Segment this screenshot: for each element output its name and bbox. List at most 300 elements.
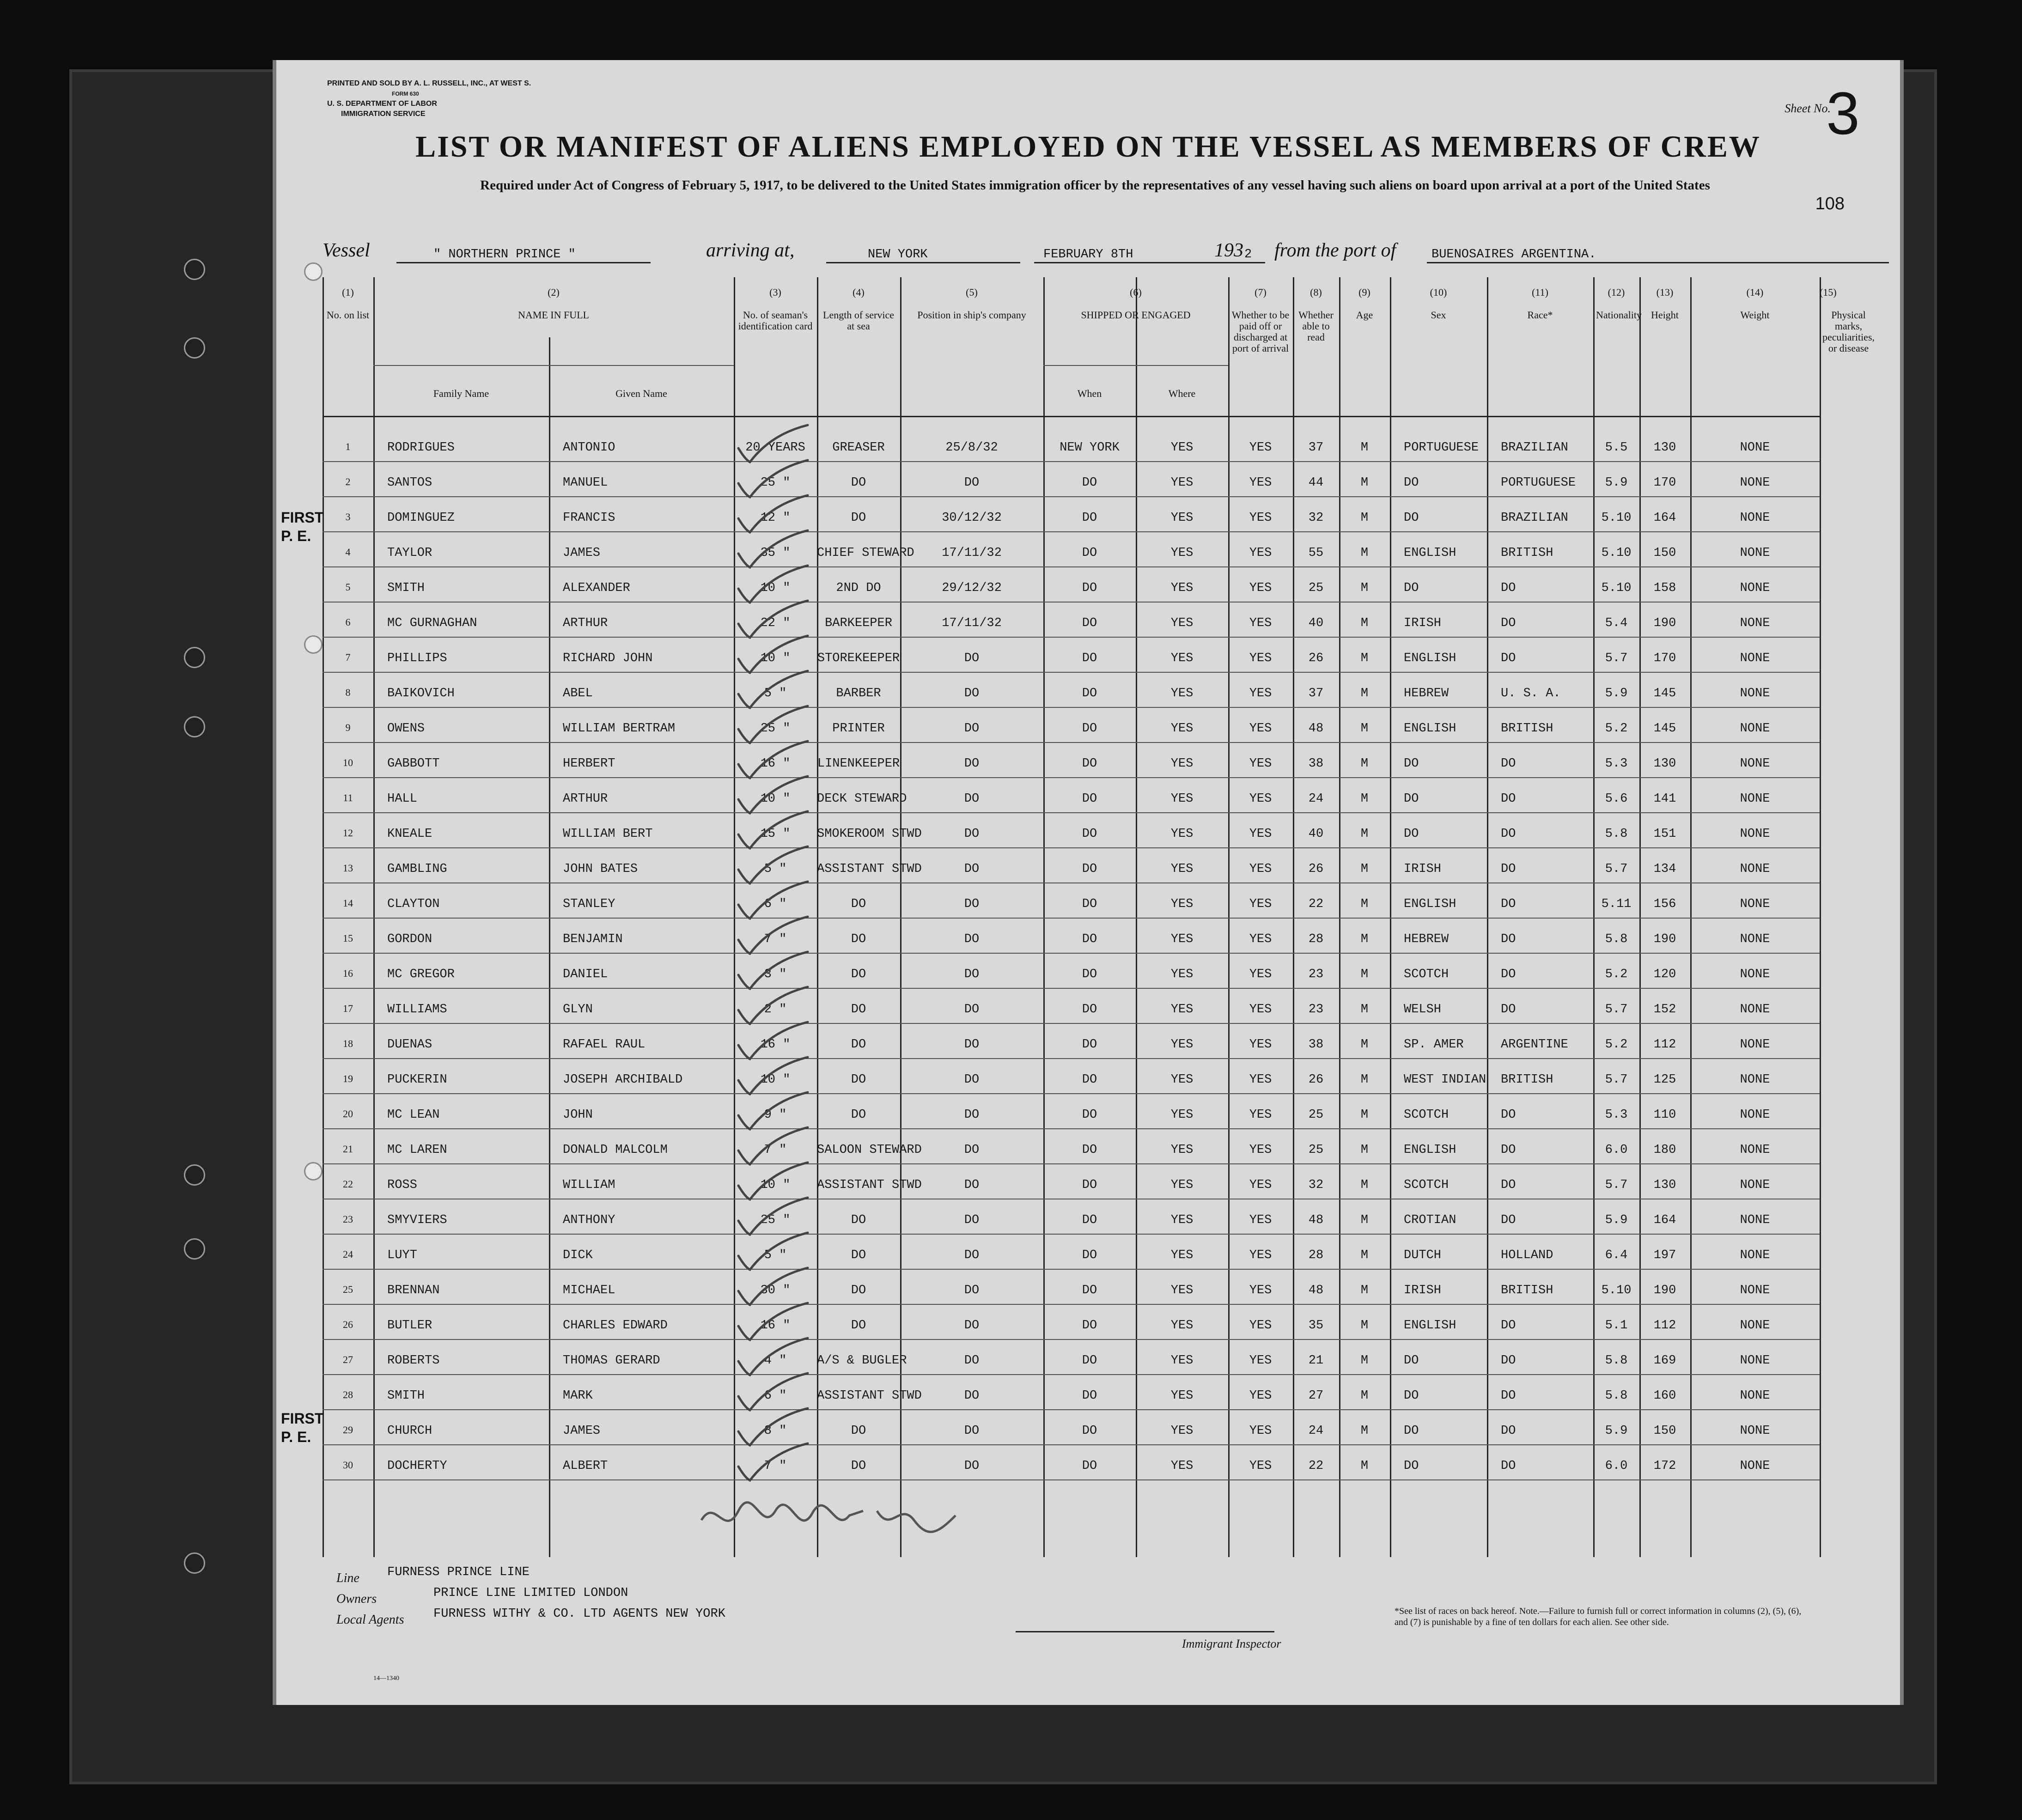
- cell-when: DO: [964, 651, 980, 665]
- cell-where: DO: [1082, 687, 1097, 700]
- cell-race: SCOTCH: [1404, 1178, 1449, 1192]
- cell-race: DO: [1404, 792, 1419, 806]
- cell-family: OWENS: [387, 722, 425, 736]
- column-number: (13): [1656, 286, 1674, 298]
- cell-where: DO: [1082, 1038, 1097, 1052]
- cell-race: SCOTCH: [1404, 1108, 1449, 1122]
- column-number: (3): [769, 286, 781, 298]
- cell-when: DO: [964, 968, 980, 981]
- cell-where: DO: [1082, 1424, 1097, 1438]
- cell-paid: YES: [1170, 827, 1194, 841]
- cell-position: DO: [851, 476, 866, 490]
- column-number: (14): [1746, 286, 1764, 298]
- cell-service: 10 ": [760, 581, 791, 595]
- cell-race: DO: [1404, 1424, 1419, 1438]
- column-subheader: Where: [1168, 388, 1196, 399]
- cell-where: DO: [1082, 1003, 1097, 1017]
- cell-family: CLAYTON: [387, 897, 440, 911]
- cell-race: ENGLISH: [1404, 1319, 1456, 1333]
- cell-weight: 152: [1653, 1003, 1676, 1017]
- cell-nationality: DO: [1501, 616, 1516, 630]
- binder-hole: [184, 259, 205, 280]
- cell-given: JAMES: [563, 546, 601, 560]
- cell-weight: 150: [1653, 546, 1676, 560]
- cell-given: DANIEL: [563, 968, 608, 981]
- cell-paid: YES: [1170, 968, 1194, 981]
- cell-paid: YES: [1170, 1108, 1194, 1122]
- table-row: [323, 816, 1820, 851]
- cell-paid: YES: [1170, 1248, 1194, 1262]
- cell-when: 29/12/32: [942, 581, 1002, 595]
- column-number: (12): [1608, 286, 1625, 298]
- column-header: No. on list: [326, 309, 370, 321]
- column-header: Position in ship's company: [917, 309, 1026, 321]
- cell-height: 5.7: [1605, 1073, 1628, 1087]
- cell-position: DO: [851, 1003, 866, 1017]
- cell-weight: 197: [1653, 1248, 1676, 1262]
- cell-sex: M: [1360, 757, 1369, 771]
- cell-no: 4: [345, 546, 351, 558]
- cell-position: PRINTER: [832, 722, 885, 736]
- cell-position: DO: [851, 968, 866, 981]
- cell-when: DO: [964, 862, 980, 876]
- cell-weight: 169: [1653, 1354, 1676, 1368]
- cell-height: 5.10: [1601, 511, 1632, 525]
- cell-read: YES: [1249, 862, 1272, 876]
- cell-weight: 120: [1653, 968, 1676, 981]
- cell-nationality: PORTUGUESE: [1501, 476, 1576, 490]
- cell-nationality: DO: [1501, 827, 1516, 841]
- cell-height: 5.10: [1601, 581, 1632, 595]
- cell-height: 5.3: [1605, 757, 1628, 771]
- cell-position: 2ND DO: [836, 581, 881, 595]
- cell-read: YES: [1249, 1038, 1272, 1052]
- column-number: (8): [1310, 286, 1322, 298]
- cell-when: DO: [964, 722, 980, 736]
- cell-age: 40: [1308, 827, 1324, 841]
- arrival-date: FEBRUARY 8TH: [1043, 248, 1133, 262]
- cell-where: DO: [1082, 932, 1097, 946]
- cell-given: GLYN: [563, 1003, 593, 1017]
- cell-race: DO: [1404, 1354, 1419, 1368]
- cell-age: 32: [1308, 511, 1324, 525]
- cell-marks: NONE: [1740, 862, 1770, 876]
- cell-weight: 151: [1653, 827, 1676, 841]
- cell-no: 15: [343, 932, 353, 944]
- cell-read: YES: [1249, 792, 1272, 806]
- cell-nationality: BRITISH: [1501, 722, 1553, 736]
- cell-given: RICHARD JOHN: [563, 651, 653, 665]
- cell-sex: M: [1360, 616, 1369, 630]
- cell-marks: NONE: [1740, 476, 1770, 490]
- cell-height: 5.7: [1605, 1003, 1628, 1017]
- cell-no: 20: [343, 1108, 353, 1120]
- cell-race: WELSH: [1404, 1003, 1442, 1017]
- cell-read: YES: [1249, 1319, 1272, 1333]
- cell-service: 7 ": [764, 1143, 787, 1157]
- cell-read: YES: [1249, 1284, 1272, 1297]
- cell-age: 26: [1308, 1073, 1324, 1087]
- cell-marks: NONE: [1740, 757, 1770, 771]
- cell-marks: NONE: [1740, 581, 1770, 595]
- cell-given: STANLEY: [563, 897, 615, 911]
- cell-given: MICHAEL: [563, 1284, 615, 1297]
- cell-given: DICK: [563, 1248, 593, 1262]
- table-row: [323, 1132, 1820, 1167]
- cell-race: DO: [1404, 1389, 1419, 1403]
- cell-height: 5.7: [1605, 862, 1628, 876]
- cell-sex: M: [1360, 897, 1369, 911]
- cell-read: YES: [1249, 511, 1272, 525]
- cell-where: DO: [1082, 897, 1097, 911]
- cell-family: BAIKOVICH: [387, 687, 455, 700]
- cell-family: TAYLOR: [387, 546, 432, 560]
- cell-sex: M: [1360, 1003, 1369, 1017]
- cell-family: HALL: [387, 792, 417, 806]
- cell-weight: 190: [1653, 1284, 1676, 1297]
- cell-family: WILLIAMS: [387, 1003, 447, 1017]
- cell-when: DO: [964, 897, 980, 911]
- cell-weight: 130: [1653, 441, 1676, 455]
- cell-position: DO: [851, 511, 866, 525]
- cell-family: MC GURNAGHAN: [387, 616, 477, 630]
- cell-weight: 190: [1653, 616, 1676, 630]
- cell-given: HERBERT: [563, 757, 615, 771]
- cell-race: DO: [1404, 1459, 1419, 1473]
- form-code: 14—1340: [373, 1675, 399, 1682]
- cell-position: DO: [851, 1424, 866, 1438]
- column-number: (15): [1820, 286, 1837, 298]
- cell-sex: M: [1360, 1108, 1369, 1122]
- cell-given: BENJAMIN: [563, 932, 623, 946]
- cell-paid: YES: [1170, 1284, 1194, 1297]
- cell-sex: M: [1360, 968, 1369, 981]
- cell-paid: YES: [1170, 1178, 1194, 1192]
- cell-read: YES: [1249, 827, 1272, 841]
- cell-paid: YES: [1170, 1319, 1194, 1333]
- cell-height: 5.9: [1605, 1213, 1628, 1227]
- cell-service: 6 ": [764, 897, 787, 911]
- cell-no: 10: [343, 757, 353, 768]
- cell-height: 6.0: [1605, 1143, 1628, 1157]
- cell-service: 30 ": [760, 1284, 791, 1297]
- cell-service: 3 ": [764, 968, 787, 981]
- cell-no: 12: [343, 827, 353, 839]
- cell-paid: YES: [1170, 1143, 1194, 1157]
- cell-paid: YES: [1170, 897, 1194, 911]
- cell-family: GAMBLING: [387, 862, 447, 876]
- cell-where: NEW YORK: [1060, 441, 1120, 455]
- cell-sex: M: [1360, 546, 1369, 560]
- cell-paid: YES: [1170, 792, 1194, 806]
- cell-given: CHARLES EDWARD: [563, 1319, 668, 1333]
- cell-nationality: DO: [1501, 897, 1516, 911]
- cell-position: DO: [851, 1213, 866, 1227]
- cell-given: JOSEPH ARCHIBALD: [563, 1073, 683, 1087]
- table-row: [323, 921, 1820, 956]
- check-mark-icon: [729, 1434, 840, 1485]
- table-row: [323, 1448, 1820, 1483]
- table-row: [323, 500, 1820, 535]
- column-header: Whether to be paid off or discharged at port of arrival: [1231, 309, 1290, 354]
- cell-position: LINENKEEPER: [817, 757, 900, 771]
- cell-where: DO: [1082, 968, 1097, 981]
- cell-nationality: DO: [1501, 1178, 1516, 1192]
- cell-service: 7 ": [764, 932, 787, 946]
- cell-marks: NONE: [1740, 1213, 1770, 1227]
- table-row: [323, 640, 1820, 676]
- cell-read: YES: [1249, 651, 1272, 665]
- cell-no: 19: [343, 1073, 353, 1084]
- cell-age: 21: [1308, 1354, 1324, 1368]
- cell-where: DO: [1082, 757, 1097, 771]
- cell-weight: 164: [1653, 1213, 1676, 1227]
- cell-nationality: DO: [1501, 1319, 1516, 1333]
- table-row: [323, 1062, 1820, 1097]
- cell-age: 25: [1308, 1108, 1324, 1122]
- table-row: [323, 886, 1820, 921]
- cell-read: YES: [1249, 546, 1272, 560]
- cell-marks: NONE: [1740, 1354, 1770, 1368]
- cell-marks: NONE: [1740, 827, 1770, 841]
- cell-race: IRISH: [1404, 616, 1442, 630]
- cell-service: 16 ": [760, 757, 791, 771]
- arriving-label: arriving at,: [706, 240, 795, 261]
- cell-height: 5.1: [1605, 1319, 1628, 1333]
- cell-marks: NONE: [1740, 932, 1770, 946]
- cell-sex: M: [1360, 722, 1369, 736]
- cell-position: DO: [851, 1319, 866, 1333]
- cell-where: DO: [1082, 1354, 1097, 1368]
- table-row: [323, 605, 1820, 640]
- cell-marks: NONE: [1740, 1389, 1770, 1403]
- cell-weight: 145: [1653, 722, 1676, 736]
- cell-race: IRISH: [1404, 1284, 1442, 1297]
- cell-where: DO: [1082, 476, 1097, 490]
- cell-position: DO: [851, 1073, 866, 1087]
- cell-height: 5.9: [1605, 1424, 1628, 1438]
- cell-race: CROTIAN: [1404, 1213, 1456, 1227]
- cell-family: SANTOS: [387, 476, 432, 490]
- column-header: Physical marks, peculiarities, or disease: [1822, 309, 1875, 354]
- cell-height: 5.8: [1605, 1354, 1628, 1368]
- cell-read: YES: [1249, 757, 1272, 771]
- cell-when: 17/11/32: [942, 546, 1002, 560]
- table-row: [323, 1378, 1820, 1413]
- cell-when: DO: [964, 1003, 980, 1017]
- inspector-signature-line: [1016, 1631, 1281, 1651]
- cell-age: 40: [1308, 616, 1324, 630]
- cell-when: DO: [964, 1319, 980, 1333]
- inspector-label: Immigrant Inspector: [1182, 1637, 1281, 1650]
- cell-no: 8: [345, 687, 351, 698]
- cell-paid: YES: [1170, 1073, 1194, 1087]
- cell-height: 5.4: [1605, 616, 1628, 630]
- cell-no: 6: [345, 616, 351, 628]
- cell-family: DUENAS: [387, 1038, 432, 1052]
- binder-hole: [184, 1164, 205, 1186]
- column-subheader: Given Name: [615, 388, 667, 399]
- cell-paid: YES: [1170, 476, 1194, 490]
- cell-marks: NONE: [1740, 511, 1770, 525]
- cell-when: DO: [964, 1073, 980, 1087]
- cell-family: ROBERTS: [387, 1354, 440, 1368]
- cell-paid: YES: [1170, 546, 1194, 560]
- cell-no: 13: [343, 862, 353, 874]
- cell-service: 6 ": [764, 1389, 787, 1403]
- cell-nationality: BRITISH: [1501, 1073, 1553, 1087]
- table-row: [323, 1167, 1820, 1202]
- cell-sex: M: [1360, 1424, 1369, 1438]
- cell-service: 2 ": [764, 1003, 787, 1017]
- cell-race: ENGLISH: [1404, 651, 1456, 665]
- from-label: from the port of: [1274, 240, 1396, 261]
- cell-when: DO: [964, 827, 980, 841]
- cell-family: CHURCH: [387, 1424, 432, 1438]
- cell-where: DO: [1082, 1108, 1097, 1122]
- cell-position: DO: [851, 1284, 866, 1297]
- cell-weight: 145: [1653, 687, 1676, 700]
- cell-when: DO: [964, 1354, 980, 1368]
- cell-where: DO: [1082, 581, 1097, 595]
- cell-paid: YES: [1170, 1424, 1194, 1438]
- cell-sex: M: [1360, 1284, 1369, 1297]
- sheet-value: 3: [1826, 79, 1860, 147]
- cell-given: ARTHUR: [563, 792, 608, 806]
- cell-no: 16: [343, 968, 353, 979]
- cell-no: 23: [343, 1213, 353, 1225]
- cell-weight: 172: [1653, 1459, 1676, 1473]
- cell-nationality: BRITISH: [1501, 1284, 1553, 1297]
- cell-age: 48: [1308, 722, 1324, 736]
- cell-no: 21: [343, 1143, 353, 1155]
- cell-race: HEBREW: [1404, 687, 1449, 700]
- cell-marks: NONE: [1740, 1178, 1770, 1192]
- cell-marks: NONE: [1740, 546, 1770, 560]
- cell-position: DO: [851, 1248, 866, 1262]
- cell-family: SMITH: [387, 581, 425, 595]
- column-header: Weight: [1740, 309, 1770, 321]
- cell-no: 1: [345, 441, 351, 452]
- cell-age: 55: [1308, 546, 1324, 560]
- cell-age: 28: [1308, 932, 1324, 946]
- cell-nationality: BRAZILIAN: [1501, 441, 1568, 455]
- cell-service: 4 ": [764, 1354, 787, 1368]
- cell-read: YES: [1249, 1424, 1272, 1438]
- cell-read: YES: [1249, 616, 1272, 630]
- cell-family: BUTLER: [387, 1319, 432, 1333]
- cell-age: 24: [1308, 1424, 1324, 1438]
- cell-given: ARTHUR: [563, 616, 608, 630]
- cell-given: WILLIAM: [563, 1178, 615, 1192]
- column-number: (11): [1532, 286, 1548, 298]
- cell-where: DO: [1082, 722, 1097, 736]
- cell-sex: M: [1360, 581, 1369, 595]
- cell-where: DO: [1082, 827, 1097, 841]
- cell-height: 5.10: [1601, 1284, 1632, 1297]
- cell-weight: 141: [1653, 792, 1676, 806]
- cell-marks: NONE: [1740, 1073, 1770, 1087]
- cell-marks: NONE: [1740, 651, 1770, 665]
- table-row: [323, 992, 1820, 1027]
- cell-sex: M: [1360, 1354, 1369, 1368]
- cell-position: DO: [851, 1108, 866, 1122]
- cell-read: YES: [1249, 687, 1272, 700]
- cell-service: 5 ": [764, 862, 787, 876]
- cell-age: 48: [1308, 1284, 1324, 1297]
- cell-age: 37: [1308, 441, 1324, 455]
- cell-position: DO: [851, 932, 866, 946]
- column-number: (2): [548, 286, 560, 298]
- cell-age: 23: [1308, 1003, 1324, 1017]
- cell-marks: NONE: [1740, 1003, 1770, 1017]
- cell-age: 23: [1308, 968, 1324, 981]
- cell-age: 25: [1308, 1143, 1324, 1157]
- cell-service: 9 ": [764, 1108, 787, 1122]
- column-number: (1): [342, 286, 354, 298]
- cell-sex: M: [1360, 1143, 1369, 1157]
- cell-family: MC LEAN: [387, 1108, 440, 1122]
- cell-race: ENGLISH: [1404, 722, 1456, 736]
- cell-race: PORTUGUESE: [1404, 441, 1479, 455]
- cell-age: 22: [1308, 1459, 1324, 1473]
- binder-hole: [184, 1552, 205, 1574]
- cell-weight: 190: [1653, 932, 1676, 946]
- cell-no: 29: [343, 1424, 353, 1436]
- cell-paid: YES: [1170, 511, 1194, 525]
- cell-where: DO: [1082, 1459, 1097, 1473]
- cell-sex: M: [1360, 1038, 1369, 1052]
- column-header: Height: [1651, 309, 1679, 321]
- cell-given: JOHN BATES: [563, 862, 638, 876]
- column-header: Sex: [1431, 309, 1446, 321]
- cell-when: DO: [964, 1248, 980, 1262]
- cell-read: YES: [1249, 1354, 1272, 1368]
- cell-age: 32: [1308, 1178, 1324, 1192]
- cell-position: DO: [851, 1459, 866, 1473]
- cell-weight: 160: [1653, 1389, 1676, 1403]
- cell-sex: M: [1360, 1248, 1369, 1262]
- cell-read: YES: [1249, 581, 1272, 595]
- cell-given: ANTONIO: [563, 441, 615, 455]
- cell-read: YES: [1249, 476, 1272, 490]
- cell-where: DO: [1082, 511, 1097, 525]
- cell-paid: YES: [1170, 722, 1194, 736]
- cell-read: YES: [1249, 1213, 1272, 1227]
- cell-paid: YES: [1170, 1459, 1194, 1473]
- cell-marks: NONE: [1740, 1108, 1770, 1122]
- cell-marks: NONE: [1740, 1284, 1770, 1297]
- cell-where: DO: [1082, 1319, 1097, 1333]
- cell-read: YES: [1249, 1248, 1272, 1262]
- column-rule: [1820, 337, 1821, 1557]
- cell-no: 14: [343, 897, 353, 909]
- cell-read: YES: [1249, 441, 1272, 455]
- cell-family: MC LAREN: [387, 1143, 447, 1157]
- table-row: [323, 956, 1820, 992]
- table-row: [323, 851, 1820, 886]
- cell-given: ABEL: [563, 687, 593, 700]
- column-number: (9): [1358, 286, 1370, 298]
- cell-age: 26: [1308, 651, 1324, 665]
- cell-weight: 158: [1653, 581, 1676, 595]
- column-number: (10): [1430, 286, 1447, 298]
- cell-sex: M: [1360, 511, 1369, 525]
- cell-height: 5.8: [1605, 827, 1628, 841]
- table-row: [323, 1343, 1820, 1378]
- binder-hole: [184, 716, 205, 737]
- binder-hole: [184, 647, 205, 668]
